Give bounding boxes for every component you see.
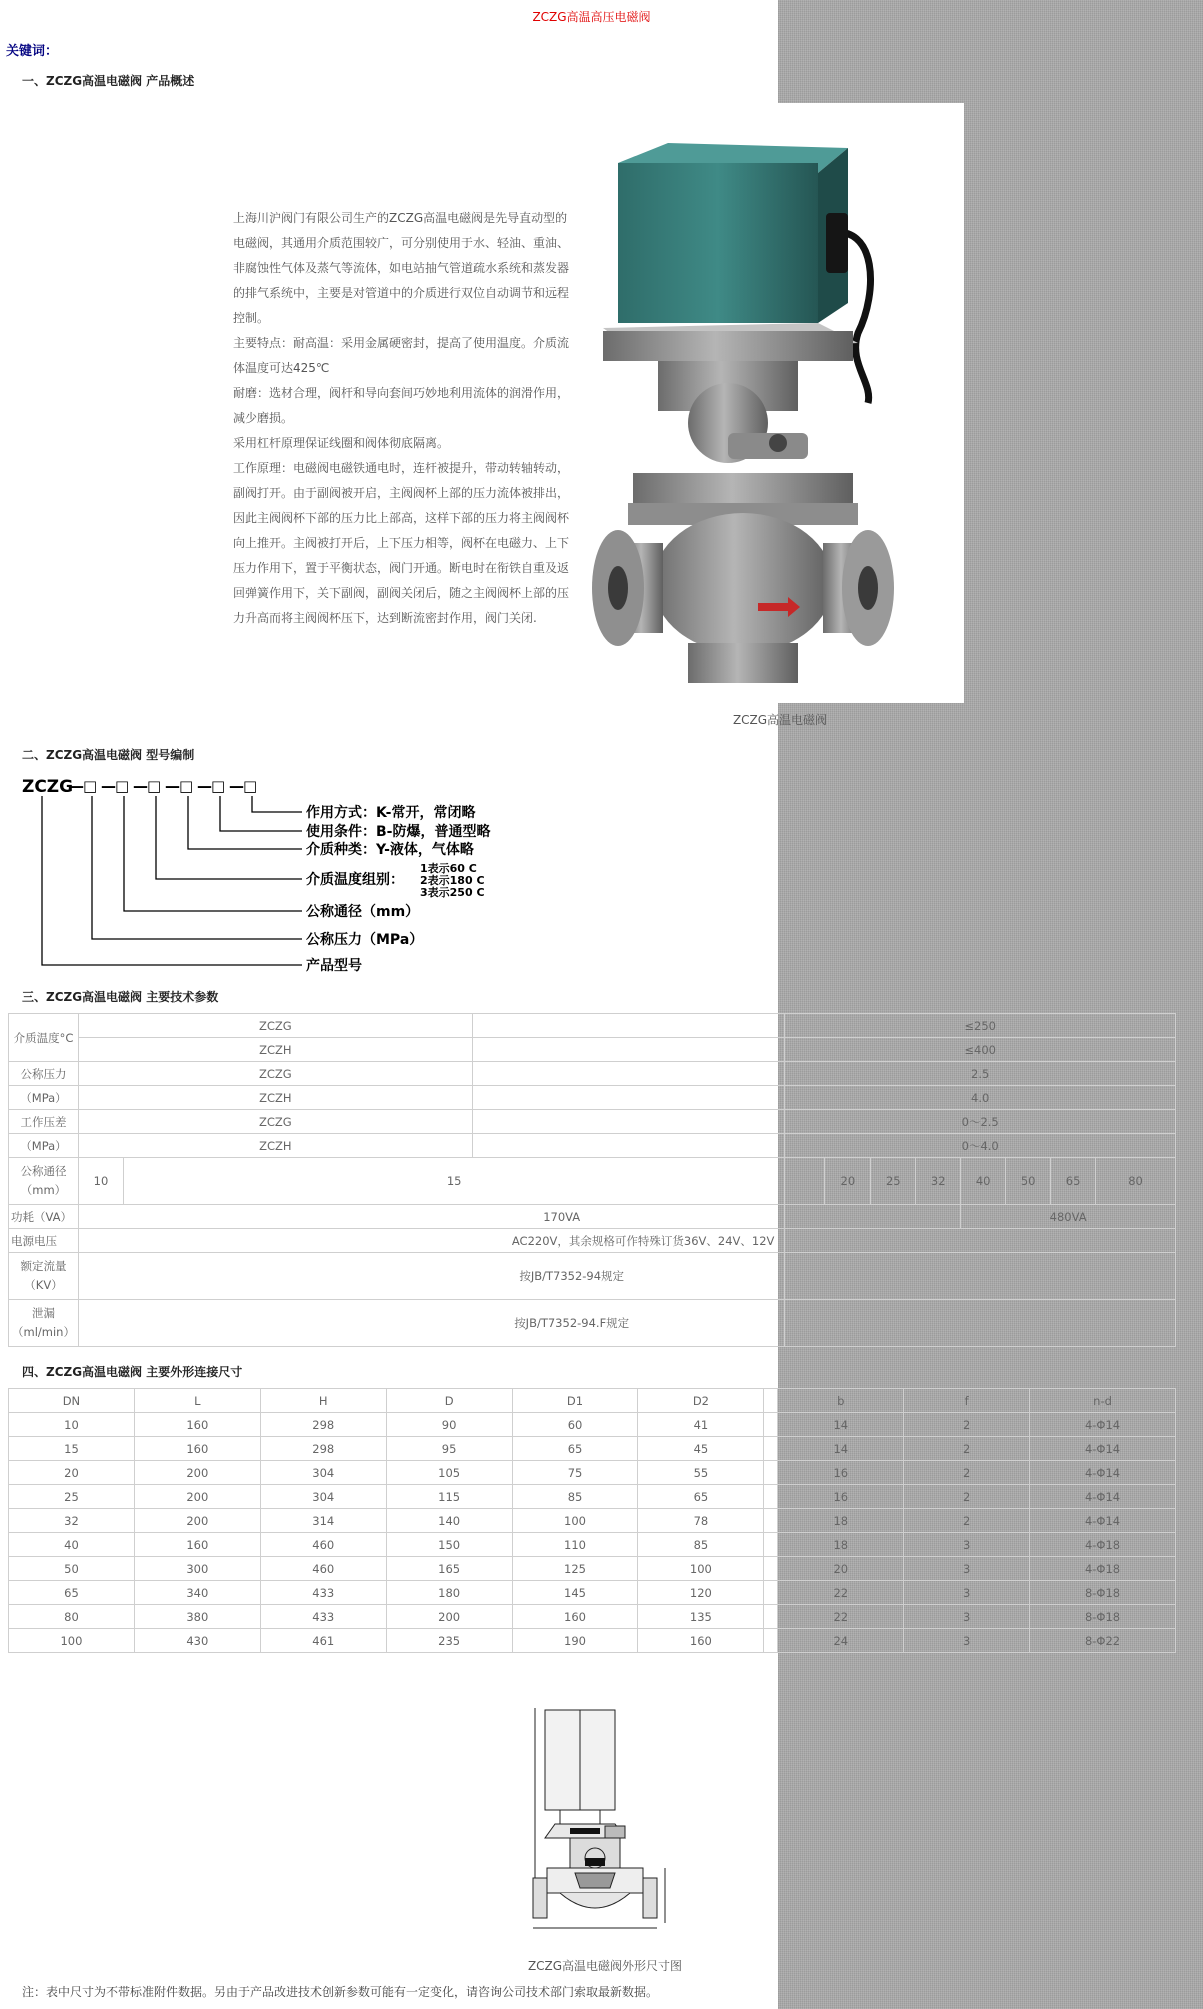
param-label: 电源电压 <box>9 1229 79 1253</box>
table-cell: 430 <box>134 1629 260 1653</box>
product-intro <box>233 206 575 631</box>
table-row <box>9 1413 1176 1437</box>
table-cell: 45 <box>638 1437 764 1461</box>
table-cell <box>785 1229 1176 1253</box>
code-label-action: 作用方式：K-常开，常闭略 <box>306 805 476 821</box>
param-label-line: 额定流量 <box>20 1259 67 1273</box>
dn-cell: 65 <box>1051 1158 1096 1205</box>
table-cell: 160 <box>134 1437 260 1461</box>
table-cell: 160 <box>638 1629 764 1653</box>
table-cell: 3 <box>904 1629 1030 1653</box>
spacer-cell <box>764 1557 778 1581</box>
table-cell: 40 <box>9 1533 135 1557</box>
table-cell: 125 <box>512 1557 638 1581</box>
model-box: □ <box>211 777 226 795</box>
drawing-caption: ZCZG高温电磁阀外形尺寸图 <box>527 1959 683 1973</box>
table-cell <box>472 1110 785 1134</box>
table-cell: ZCZG <box>78 1062 472 1086</box>
dn-cell: 32 <box>916 1158 961 1205</box>
table-cell: 18 <box>778 1533 904 1557</box>
table-cell: 460 <box>260 1557 386 1581</box>
page-title: ZCZG高温高压电磁阀 <box>532 10 651 24</box>
column-header: b <box>778 1389 904 1413</box>
table-cell <box>785 1300 1176 1347</box>
table-cell: ZCZH <box>78 1134 472 1158</box>
table-cell: 200 <box>134 1461 260 1485</box>
table-cell: 2 <box>904 1461 1030 1485</box>
table-cell: 24 <box>778 1629 904 1653</box>
table-cell: 165 <box>386 1557 512 1581</box>
table-cell: 170VA <box>78 1205 784 1229</box>
table-cell: 105 <box>386 1461 512 1485</box>
code-label-medium: 介质种类：Y-液体，气体略 <box>306 842 474 858</box>
param-label: 工作压差 <box>9 1110 79 1134</box>
intro-paragraph: 采用杠杆原理保证线圈和阀体彻底隔离。 <box>233 436 450 450</box>
column-header: DN <box>9 1389 135 1413</box>
table-cell: ZCZH <box>78 1086 472 1110</box>
table-cell: 20 <box>778 1557 904 1581</box>
model-box: □ <box>147 777 162 795</box>
table-row <box>9 1253 1176 1300</box>
table-cell: 22 <box>778 1581 904 1605</box>
table-cell: 304 <box>260 1485 386 1509</box>
table-cell: 32 <box>9 1509 135 1533</box>
table-cell: ZCZH <box>78 1038 472 1062</box>
table-cell: 460 <box>260 1533 386 1557</box>
table-cell: 298 <box>260 1437 386 1461</box>
table-cell: 2 <box>904 1509 1030 1533</box>
table-cell <box>472 1086 785 1110</box>
column-header: H <box>260 1389 386 1413</box>
table-cell: 160 <box>512 1605 638 1629</box>
table-cell: 380 <box>134 1605 260 1629</box>
table-cell: 180 <box>386 1581 512 1605</box>
table-row <box>9 1581 1176 1605</box>
table-row <box>9 1485 1176 1509</box>
dn-cell <box>785 1158 825 1205</box>
table-cell: 4.0 <box>785 1086 1176 1110</box>
table-row <box>9 1205 1176 1229</box>
table-cell: 75 <box>512 1461 638 1485</box>
intro-paragraph: 工作原理：电磁阀电磁铁通电时，连杆被提升，带动转轴转动，副阀打开。由于副阀被开启，主阀阀杯上部的压力流体被排出，因此主阀阀杯下部的压力比上部高，这样下部的压力将主阀阀杯向上推开。主阀被打开后，上下压力相等，阀杯在电磁力、上下压力作用下，置于平衡状态，阀门开通。断电时在衔铁自重及返回弹簧作用下，关下副阀，副阀关闭后，随之主阀阀杯上部的压力升高而将主阀阀杯压下，达到断流密封作用，阀门关闭. <box>233 461 570 625</box>
table-cell: 25 <box>9 1485 135 1509</box>
table-cell: 300 <box>134 1557 260 1581</box>
table-cell: 100 <box>9 1629 135 1653</box>
spacer-cell <box>764 1461 778 1485</box>
table-cell: 160 <box>134 1413 260 1437</box>
table-cell: 16 <box>778 1485 904 1509</box>
table-cell: 2 <box>904 1437 1030 1461</box>
table-cell: 50 <box>9 1557 135 1581</box>
table-cell: 3 <box>904 1533 1030 1557</box>
code-label-product: 产品型号 <box>306 958 362 974</box>
model-dash: — <box>133 777 148 795</box>
table-cell: 8-Φ18 <box>1030 1581 1176 1605</box>
param-label: 功耗（VA） <box>9 1205 79 1229</box>
table-cell <box>472 1134 785 1158</box>
model-dash: — <box>69 777 84 795</box>
table-cell: 8-Φ18 <box>1030 1605 1176 1629</box>
table-row <box>9 1158 1176 1205</box>
table-cell: 235 <box>386 1629 512 1653</box>
table-row <box>9 1605 1176 1629</box>
table-cell: 4-Φ14 <box>1030 1413 1176 1437</box>
model-box: □ <box>243 777 258 795</box>
table-cell: 10 <box>9 1413 135 1437</box>
dn-cell: 40 <box>961 1158 1006 1205</box>
params-table <box>8 1013 1176 1347</box>
table-cell: 18 <box>778 1509 904 1533</box>
table-cell: 480VA <box>961 1205 1176 1229</box>
code-label-condition: 使用条件：B-防爆，普通型略 <box>306 824 491 840</box>
table-cell: 4-Φ14 <box>1030 1461 1176 1485</box>
param-label-line: 泄漏 <box>31 1306 55 1320</box>
table-cell: 115 <box>386 1485 512 1509</box>
table-cell: 4-Φ14 <box>1030 1485 1176 1509</box>
table-cell: 60 <box>512 1413 638 1437</box>
param-label: （MPa） <box>9 1134 79 1158</box>
table-cell: 按JB/T7352-94规定 <box>78 1253 784 1300</box>
param-label: 介质温度°C <box>9 1014 79 1062</box>
table-cell: 140 <box>386 1509 512 1533</box>
spacer-cell <box>764 1413 778 1437</box>
table-cell: 4-Φ14 <box>1030 1509 1176 1533</box>
dn-cell: 20 <box>825 1158 871 1205</box>
table-cell: ZCZG <box>78 1110 472 1134</box>
table-cell: 2 <box>904 1485 1030 1509</box>
param-label-line: （mm） <box>20 1183 67 1197</box>
dn-cell: 80 <box>1096 1158 1176 1205</box>
table-cell: 2.5 <box>785 1062 1176 1086</box>
table-cell <box>472 1014 785 1038</box>
table-cell: 16 <box>778 1461 904 1485</box>
dn-cell: 50 <box>1006 1158 1051 1205</box>
column-header: D2 <box>638 1389 764 1413</box>
table-cell: 80 <box>9 1605 135 1629</box>
spacer-cell <box>764 1437 778 1461</box>
table-cell: 433 <box>260 1581 386 1605</box>
table-cell: 100 <box>512 1509 638 1533</box>
table-cell: 298 <box>260 1413 386 1437</box>
code-label-temp: 介质温度组别： <box>306 872 404 888</box>
table-cell: ≤250 <box>785 1014 1176 1038</box>
model-dash: — <box>165 777 180 795</box>
table-cell: AC220V，其余规格可作特殊订货36V、24V、12V <box>78 1229 784 1253</box>
table-cell: 150 <box>386 1533 512 1557</box>
table-cell: 110 <box>512 1533 638 1557</box>
spacer-cell <box>764 1389 778 1413</box>
section-dims-heading: 四、ZCZG高温电磁阀 主要外形连接尺寸 <box>22 1365 243 1379</box>
table-cell: 15 <box>9 1437 135 1461</box>
spacer-cell <box>764 1629 778 1653</box>
table-cell: 314 <box>260 1509 386 1533</box>
table-cell: 200 <box>134 1509 260 1533</box>
table-cell: 100 <box>638 1557 764 1581</box>
table-cell: 304 <box>260 1461 386 1485</box>
table-cell: 2 <box>904 1413 1030 1437</box>
table-cell: 190 <box>512 1629 638 1653</box>
table-cell: 4-Φ18 <box>1030 1533 1176 1557</box>
param-label: （MPa） <box>9 1086 79 1110</box>
spacer-cell <box>764 1509 778 1533</box>
table-cell <box>472 1038 785 1062</box>
table-row <box>9 1557 1176 1581</box>
table-cell: 3 <box>904 1557 1030 1581</box>
table-header-row <box>9 1389 1176 1413</box>
intro-paragraph: 主要特点：耐高温：采用金属硬密封，提高了使用温度。介质流体温度可达425℃ <box>233 336 570 375</box>
table-cell: 0～2.5 <box>785 1110 1176 1134</box>
table-cell: 65 <box>638 1485 764 1509</box>
table-cell: 78 <box>638 1509 764 1533</box>
keywords-label: 关键词： <box>6 44 59 59</box>
dn-cell: 15 <box>123 1158 784 1205</box>
table-row <box>9 1086 1176 1110</box>
table-cell <box>472 1062 785 1086</box>
table-row <box>9 1062 1176 1086</box>
table-cell: 14 <box>778 1413 904 1437</box>
section-params-heading: 三、ZCZG高温电磁阀 主要技术参数 <box>22 990 219 1004</box>
table-cell: 0～4.0 <box>785 1134 1176 1158</box>
temp-option: 3表示250 C <box>420 886 485 899</box>
model-box: □ <box>115 777 130 795</box>
param-label: 公称压力 <box>9 1062 79 1086</box>
table-row <box>9 1509 1176 1533</box>
code-label-dn: 公称通径（mm） <box>306 904 420 920</box>
temp-option: 2表示180 C <box>420 874 485 887</box>
table-row <box>9 1134 1176 1158</box>
table-cell <box>785 1253 1176 1300</box>
dims-table <box>8 1388 1176 1653</box>
table-row <box>9 1533 1176 1557</box>
table-cell: 340 <box>134 1581 260 1605</box>
temp-option: 1表示60 C <box>420 862 477 875</box>
table-cell: 461 <box>260 1629 386 1653</box>
table-cell: 按JB/T7352-94.F规定 <box>78 1300 784 1347</box>
model-box: □ <box>179 777 194 795</box>
table-cell <box>785 1205 961 1229</box>
column-header: L <box>134 1389 260 1413</box>
footnote: 注：表中尺寸为不带标准附件数据。另由于产品改进技术创新参数可能有一定变化，请咨询公司技术部门索取最新数据。 <box>22 1985 659 1999</box>
table-row <box>9 1629 1176 1653</box>
table-row <box>9 1110 1176 1134</box>
table-cell: 20 <box>9 1461 135 1485</box>
table-cell: 433 <box>260 1605 386 1629</box>
table-row <box>9 1014 1176 1038</box>
table-cell: 22 <box>778 1605 904 1629</box>
table-cell: 120 <box>638 1581 764 1605</box>
table-cell: 135 <box>638 1605 764 1629</box>
table-cell: 3 <box>904 1581 1030 1605</box>
model-dash: — <box>101 777 116 795</box>
table-cell: 200 <box>386 1605 512 1629</box>
table-cell: 160 <box>134 1533 260 1557</box>
table-row <box>9 1300 1176 1347</box>
table-row <box>9 1229 1176 1253</box>
table-cell: 85 <box>512 1485 638 1509</box>
outline-drawing <box>515 1708 695 1938</box>
spacer-cell <box>764 1533 778 1557</box>
table-cell: 41 <box>638 1413 764 1437</box>
table-cell: 4-Φ14 <box>1030 1437 1176 1461</box>
model-code-diagram <box>22 770 542 980</box>
dn-cell: 25 <box>871 1158 916 1205</box>
table-cell: ≤400 <box>785 1038 1176 1062</box>
spacer-cell <box>764 1485 778 1509</box>
intro-paragraph: 上海川沪阀门有限公司生产的ZCZG高温电磁阀是先导直动型的电磁阀，其通用介质范围较广，可分别使用于水、轻油、重油、非腐蚀性气体及蒸气等流体，如电站抽气管道疏水系统和蒸发器的排气系统中，主要是对管道中的介质进行双位自动调节和远程控制。 <box>233 211 570 325</box>
table-cell: 8-Φ22 <box>1030 1629 1176 1653</box>
spacer-cell <box>764 1605 778 1629</box>
valve-illustration <box>578 103 964 703</box>
table-row <box>9 1038 1176 1062</box>
table-cell: 85 <box>638 1533 764 1557</box>
column-header: D <box>386 1389 512 1413</box>
code-label-pressure: 公称压力（MPa） <box>306 932 424 948</box>
model-dash: — <box>197 777 212 795</box>
photo-caption: ZCZG高温电磁阀 <box>732 713 828 727</box>
table-cell: 3 <box>904 1605 1030 1629</box>
param-label <box>9 1253 79 1300</box>
intro-paragraph: 耐磨：选材合理，阀杆和导向套间巧妙地利用流体的润滑作用，减少磨损。 <box>233 386 570 425</box>
column-header: f <box>904 1389 1030 1413</box>
table-cell: 4-Φ18 <box>1030 1557 1176 1581</box>
column-header: D1 <box>512 1389 638 1413</box>
table-cell: 90 <box>386 1413 512 1437</box>
table-cell: 55 <box>638 1461 764 1485</box>
table-cell: 95 <box>386 1437 512 1461</box>
param-label-line: （ml/min） <box>12 1325 75 1339</box>
model-dash: — <box>229 777 244 795</box>
param-label <box>9 1158 79 1205</box>
table-row <box>9 1437 1176 1461</box>
table-cell: 14 <box>778 1437 904 1461</box>
product-photo <box>578 103 964 703</box>
section-overview-heading: 一、ZCZG高温电磁阀 产品概述 <box>22 74 195 88</box>
table-cell: 145 <box>512 1581 638 1605</box>
model-prefix: ZCZG <box>22 777 74 797</box>
dn-cell: 10 <box>78 1158 123 1205</box>
param-label-line: 公称通径 <box>20 1164 67 1178</box>
spacer-cell <box>764 1581 778 1605</box>
table-cell: 200 <box>134 1485 260 1509</box>
param-label-line: （KV） <box>24 1278 63 1292</box>
param-label <box>9 1300 79 1347</box>
table-cell: 65 <box>512 1437 638 1461</box>
table-cell: ZCZG <box>78 1014 472 1038</box>
section-model-heading: 二、ZCZG高温电磁阀 型号编制 <box>22 748 195 762</box>
table-cell: 65 <box>9 1581 135 1605</box>
model-box: □ <box>83 777 98 795</box>
column-header: n-d <box>1030 1389 1176 1413</box>
table-row <box>9 1461 1176 1485</box>
